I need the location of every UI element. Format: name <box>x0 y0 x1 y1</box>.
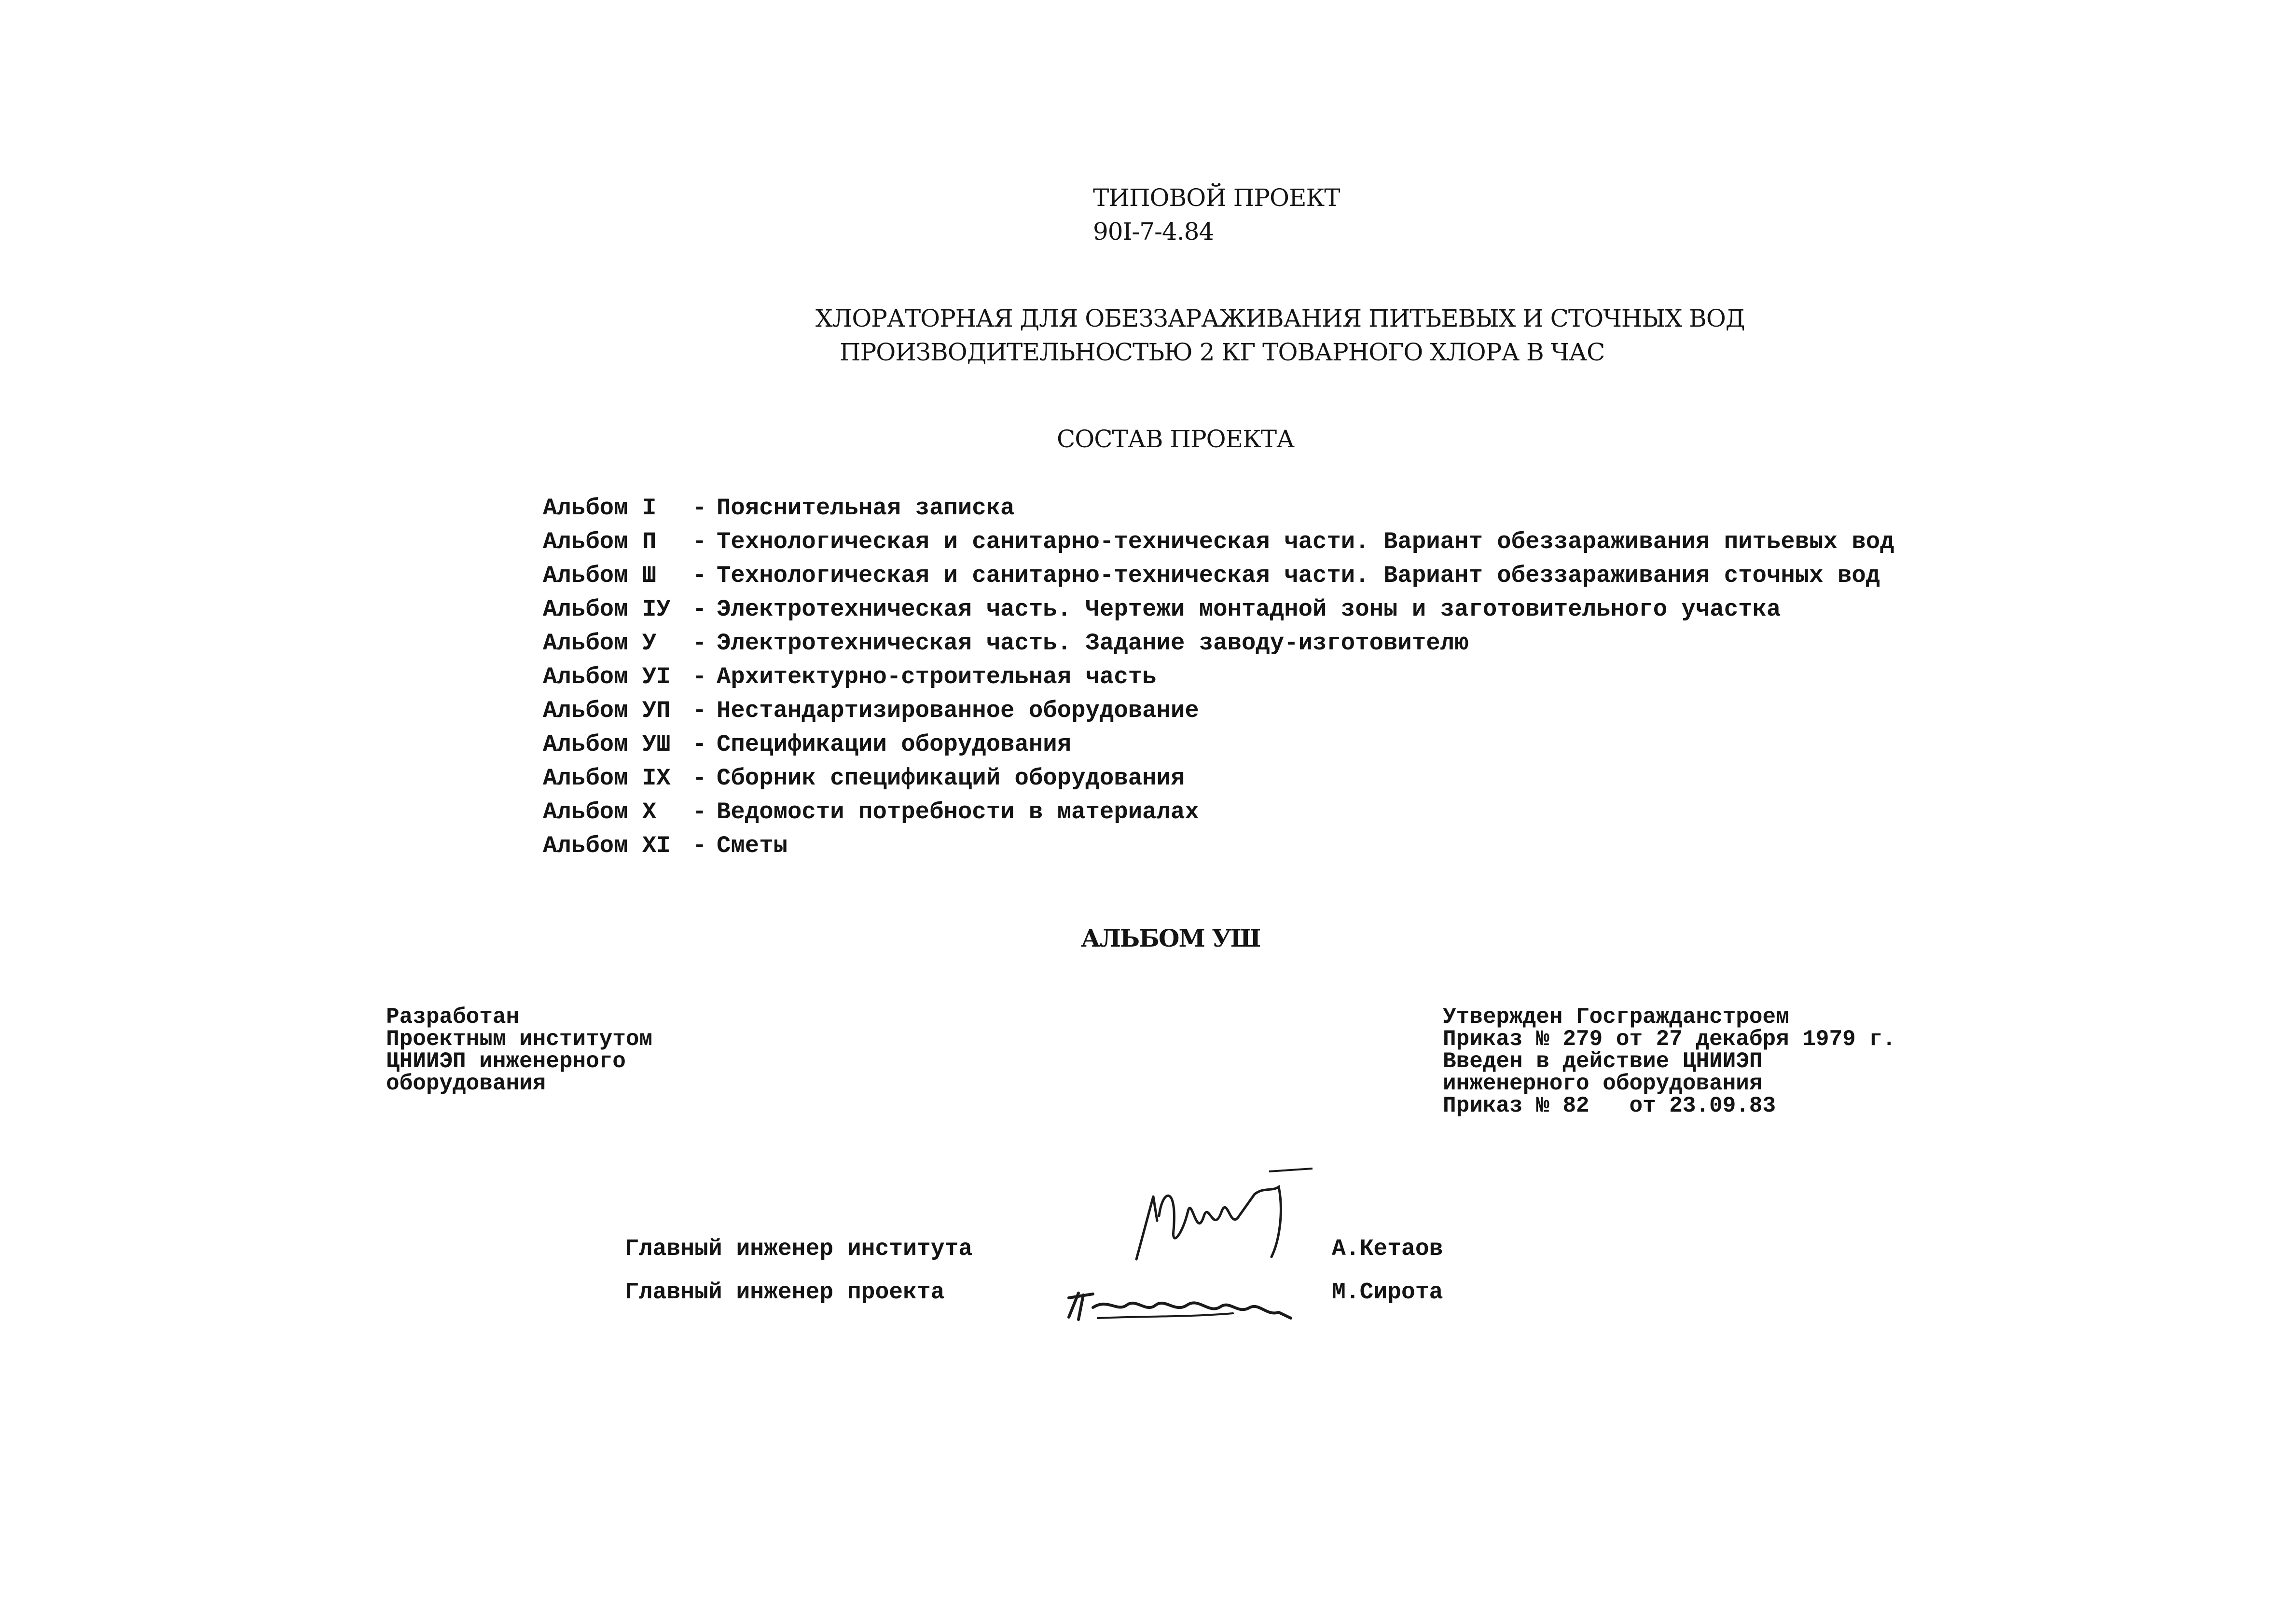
album-name: Альбом УП <box>543 697 671 724</box>
album-description: Электротехническая часть. Задание заводу-изготовителю <box>717 630 1469 657</box>
chief-engineer-institute-signature <box>1110 1158 1327 1279</box>
album-list <box>543 495 1894 866</box>
album-row <box>543 528 1894 562</box>
project-number: 90I-7-4.84 <box>1093 218 1214 246</box>
album-description: Ведомости потребности в материалах <box>717 798 1199 826</box>
approval-line: Введен в действие ЦНИИЭП <box>1443 1049 1763 1074</box>
project-title-line-2: ПРОИЗВОДИТЕЛЬНОСТЬЮ 2 КГ ТОВАРНОГО ХЛОРА В ЧАС <box>840 338 1605 366</box>
album-dash: - <box>692 798 707 826</box>
album-name: Альбом УI <box>543 663 671 690</box>
project-title-line-1: ХЛОРАТОРНАЯ ДЛЯ ОБЕЗЗАРАЖИВАНИЯ ПИТЬЕВЫХ И СТОЧНЫХ ВОД <box>815 304 1745 332</box>
album-row <box>543 798 1199 832</box>
album-row <box>543 630 1469 663</box>
album-dash: - <box>692 832 707 859</box>
project-type: ТИПОВОЙ ПРОЕКТ <box>1093 184 1340 212</box>
album-dash: - <box>692 596 707 623</box>
album-description: Сметы <box>717 832 788 859</box>
approval-line: инженерного оборудования <box>1443 1071 1763 1096</box>
album-name: Альбом XI <box>543 832 671 859</box>
developed-line: оборудования <box>386 1071 546 1096</box>
album-description: Нестандартизированное оборудование <box>717 697 1199 724</box>
developed-line: Проектным институтом <box>386 1027 653 1052</box>
album-dash: - <box>692 765 707 792</box>
album-description: Архитектурно-строительная часть <box>717 663 1157 690</box>
album-dash: - <box>692 495 707 522</box>
developed-by-block <box>386 1006 652 1095</box>
album-description: Сборник спецификаций оборудования <box>717 765 1185 792</box>
signatory-role: Главный инженер института <box>625 1236 973 1262</box>
current-album-title: АЛЬБОМ УШ <box>1081 924 1260 952</box>
album-dash: - <box>692 663 707 690</box>
chief-engineer-project-signature <box>1064 1279 1305 1332</box>
developed-line: Разработан <box>386 1005 520 1030</box>
album-description: Электротехническая часть. Чертежи монтадной зоны и заготовительного участка <box>717 596 1781 623</box>
approval-line: Приказ № 279 от 27 декабря 1979 г. <box>1443 1027 1896 1052</box>
album-dash: - <box>692 562 707 589</box>
album-name: Альбом I <box>543 495 657 522</box>
signatory-name: А.Кетаов <box>1332 1236 1443 1262</box>
album-row <box>543 697 1199 731</box>
album-name: Альбом П <box>543 528 657 555</box>
album-description: Технологическая и санитарно-техническая части. Вариант обеззараживания питьевых вод <box>717 528 1894 555</box>
album-row <box>543 562 1880 596</box>
album-name: Альбом У <box>543 630 657 657</box>
approval-line: Приказ № 82 от 23.09.83 <box>1443 1093 1776 1118</box>
album-description: Пояснительная записка <box>717 495 1015 522</box>
album-name: Альбом УШ <box>543 731 671 758</box>
album-name: Альбом Ш <box>543 562 657 589</box>
album-row <box>543 832 788 866</box>
album-dash: - <box>692 697 707 724</box>
approval-block <box>1443 1006 1896 1117</box>
album-name: Альбом X <box>543 798 657 826</box>
album-row <box>543 495 1015 528</box>
album-dash: - <box>692 630 707 657</box>
album-row <box>543 731 1072 765</box>
signatory-name: М.Сирота <box>1332 1280 1443 1306</box>
album-name: Альбом IX <box>543 765 671 792</box>
signatory-role: Главный инженер проекта <box>625 1280 945 1306</box>
album-dash: - <box>692 731 707 758</box>
approval-line: Утвержден Госгражданстроем <box>1443 1005 1789 1030</box>
album-description: Технологическая и санитарно-техническая части. Вариант обеззараживания сточных вод <box>717 562 1880 589</box>
album-row <box>543 765 1185 798</box>
developed-line: ЦНИИЭП инженерного <box>386 1049 626 1074</box>
album-name: Альбом IУ <box>543 596 671 623</box>
album-row <box>543 596 1781 630</box>
composition-heading: СОСТАВ ПРОЕКТА <box>1057 425 1295 453</box>
album-row <box>543 663 1157 697</box>
album-description: Спецификации оборудования <box>717 731 1072 758</box>
album-dash: - <box>692 528 707 555</box>
